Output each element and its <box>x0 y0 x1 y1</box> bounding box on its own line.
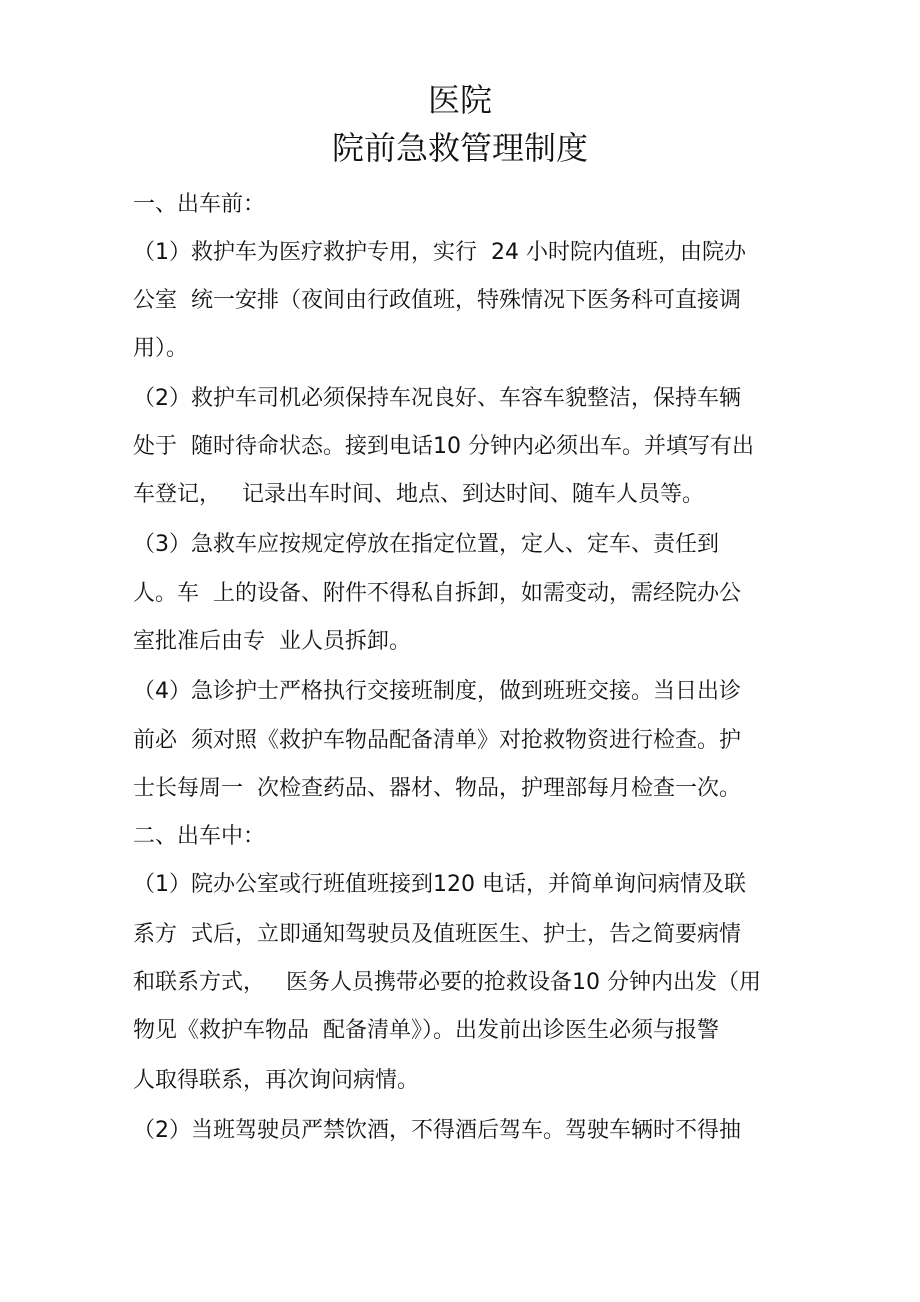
text-line: 前必 须对照《救护车物品配备清单》对抢救物资进行检查。护 <box>133 728 741 753</box>
text-line: （4）急诊护士严格执行交接班制度，做到班班交接。当日出诊 <box>133 679 741 704</box>
text-line: 和联系方式， 医务人员携带必要的抢救设备10 分钟内出发（用 <box>133 970 761 995</box>
text-line: 物见《救护车物品 配备清单》）。出发前出诊医生必须与报警 <box>133 1018 719 1043</box>
text-line: 士长每周一 次检查药品、器材、物品，护理部每月检查一次。 <box>133 776 741 801</box>
text-line: （2）当班驾驶员严禁饮酒，不得酒后驾车。驾驶车辆时不得抽 <box>133 1118 741 1143</box>
text-line: （2）救护车司机必须保持车况良好、车容车貌整洁，保持车辆 <box>133 386 741 411</box>
text-line: （3）急救车应按规定停放在指定位置，定人、定车、责任到 <box>133 532 719 557</box>
text-line: 人取得联系，再次询问病情。 <box>133 1068 420 1093</box>
section-heading: 一、出车前： <box>133 192 266 217</box>
text-line: 公室 统一安排（夜间由行政值班，特殊情况下医务科可直接调 <box>133 288 741 313</box>
document-title: 院前急救管理制度 <box>331 129 588 167</box>
text-line: 系方 式后，立即通知驾驶员及值班医生、护士，告之简要病情 <box>133 922 741 947</box>
section-heading: 二、出车中： <box>133 824 266 849</box>
text-line: 用）。 <box>133 336 189 361</box>
hospital-title: 医院 <box>427 81 492 119</box>
text-line: 处于 随时待命状态。接到电话10 分钟内必须出车。并填写有出 <box>133 434 754 459</box>
text-line: （1）院办公室或行班值班接到120 电话，并简单询问病情及联 <box>133 872 746 897</box>
text-line: 人。车 上的设备、附件不得私自拆卸，如需变动，需经院办公 <box>133 581 741 606</box>
text-line: 室批准后由专 业人员拆卸。 <box>133 629 411 654</box>
text-line: （1）救护车为医疗救护专用，实行 24 小时院内值班，由院办 <box>133 240 746 265</box>
text-line: 车登记， 记录出车时间、地点、到达时间、随车人员等。 <box>133 482 704 507</box>
